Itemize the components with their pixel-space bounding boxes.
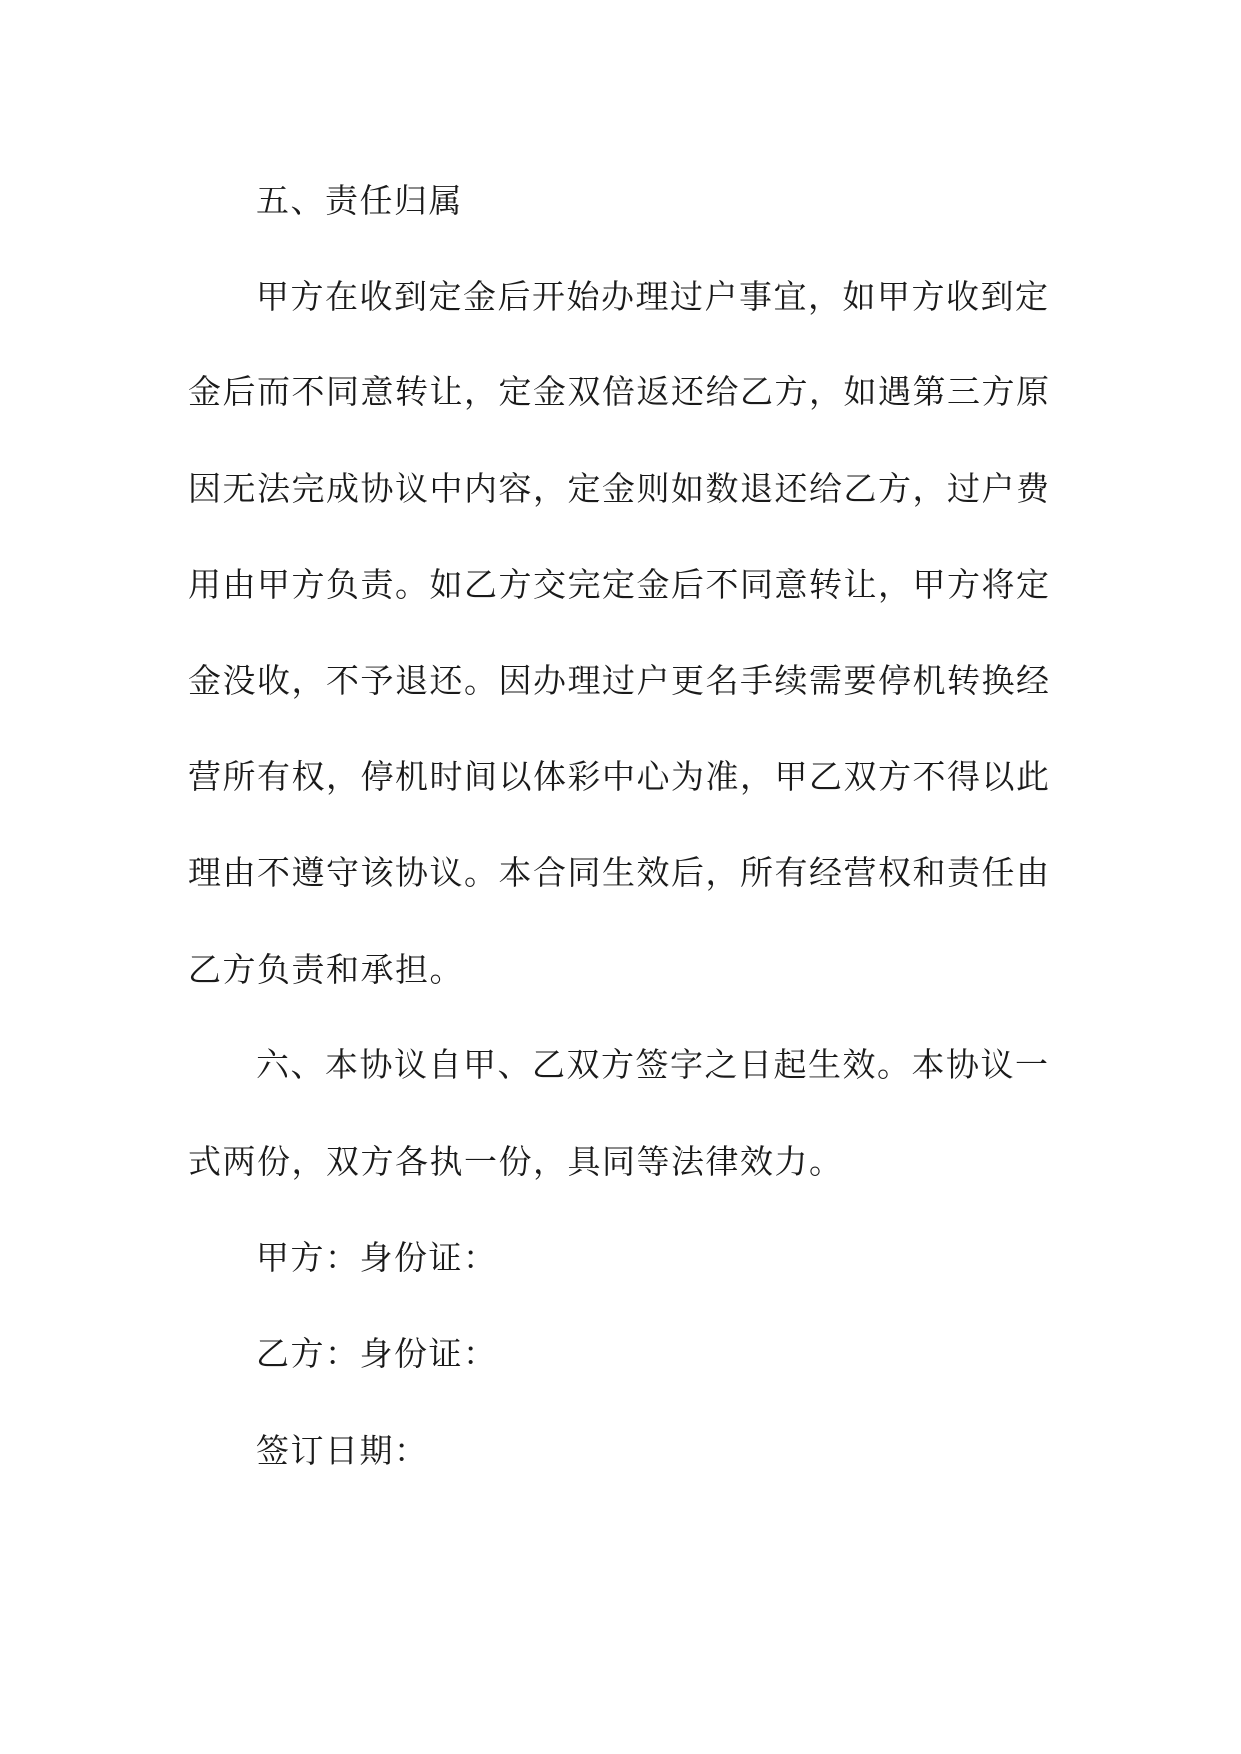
paragraph-line: 金没收，不予退还。因办理过户更名手续需要停机转换经 bbox=[188, 661, 1051, 700]
paragraph-line: 甲方在收到定金后开始办理过户事宜，如甲方收到定 bbox=[256, 277, 1050, 316]
section-six-line: 式两份，双方各执一份，具同等法律效力。 bbox=[188, 1142, 844, 1181]
paragraph-line: 因无法完成协议中内容，定金则如数退还给乙方，过户费 bbox=[188, 469, 1051, 508]
signing-date-line: 签订日期： bbox=[256, 1431, 429, 1470]
paragraph-line: 营所有权，停机时间以体彩中心为准，甲乙双方不得以此 bbox=[188, 757, 1051, 796]
section-six-line: 六、本协议自甲、乙双方签字之日起生效。本协议一 bbox=[256, 1045, 1050, 1084]
paragraph-line: 乙方负责和承担。 bbox=[188, 950, 464, 989]
section-heading-responsibility: 五、责任归属 bbox=[256, 181, 463, 220]
paragraph-line: 金后而不同意转让，定金双倍返还给乙方，如遇第三方原 bbox=[188, 372, 1051, 411]
paragraph-line: 用由甲方负责。如乙方交完定金后不同意转让，甲方将定 bbox=[188, 565, 1051, 604]
party-b-signature-line: 乙方：身份证： bbox=[256, 1334, 498, 1373]
party-a-signature-line: 甲方：身份证： bbox=[256, 1238, 498, 1277]
paragraph-line: 理由不遵守该协议。本合同生效后，所有经营权和责任由 bbox=[188, 853, 1051, 892]
